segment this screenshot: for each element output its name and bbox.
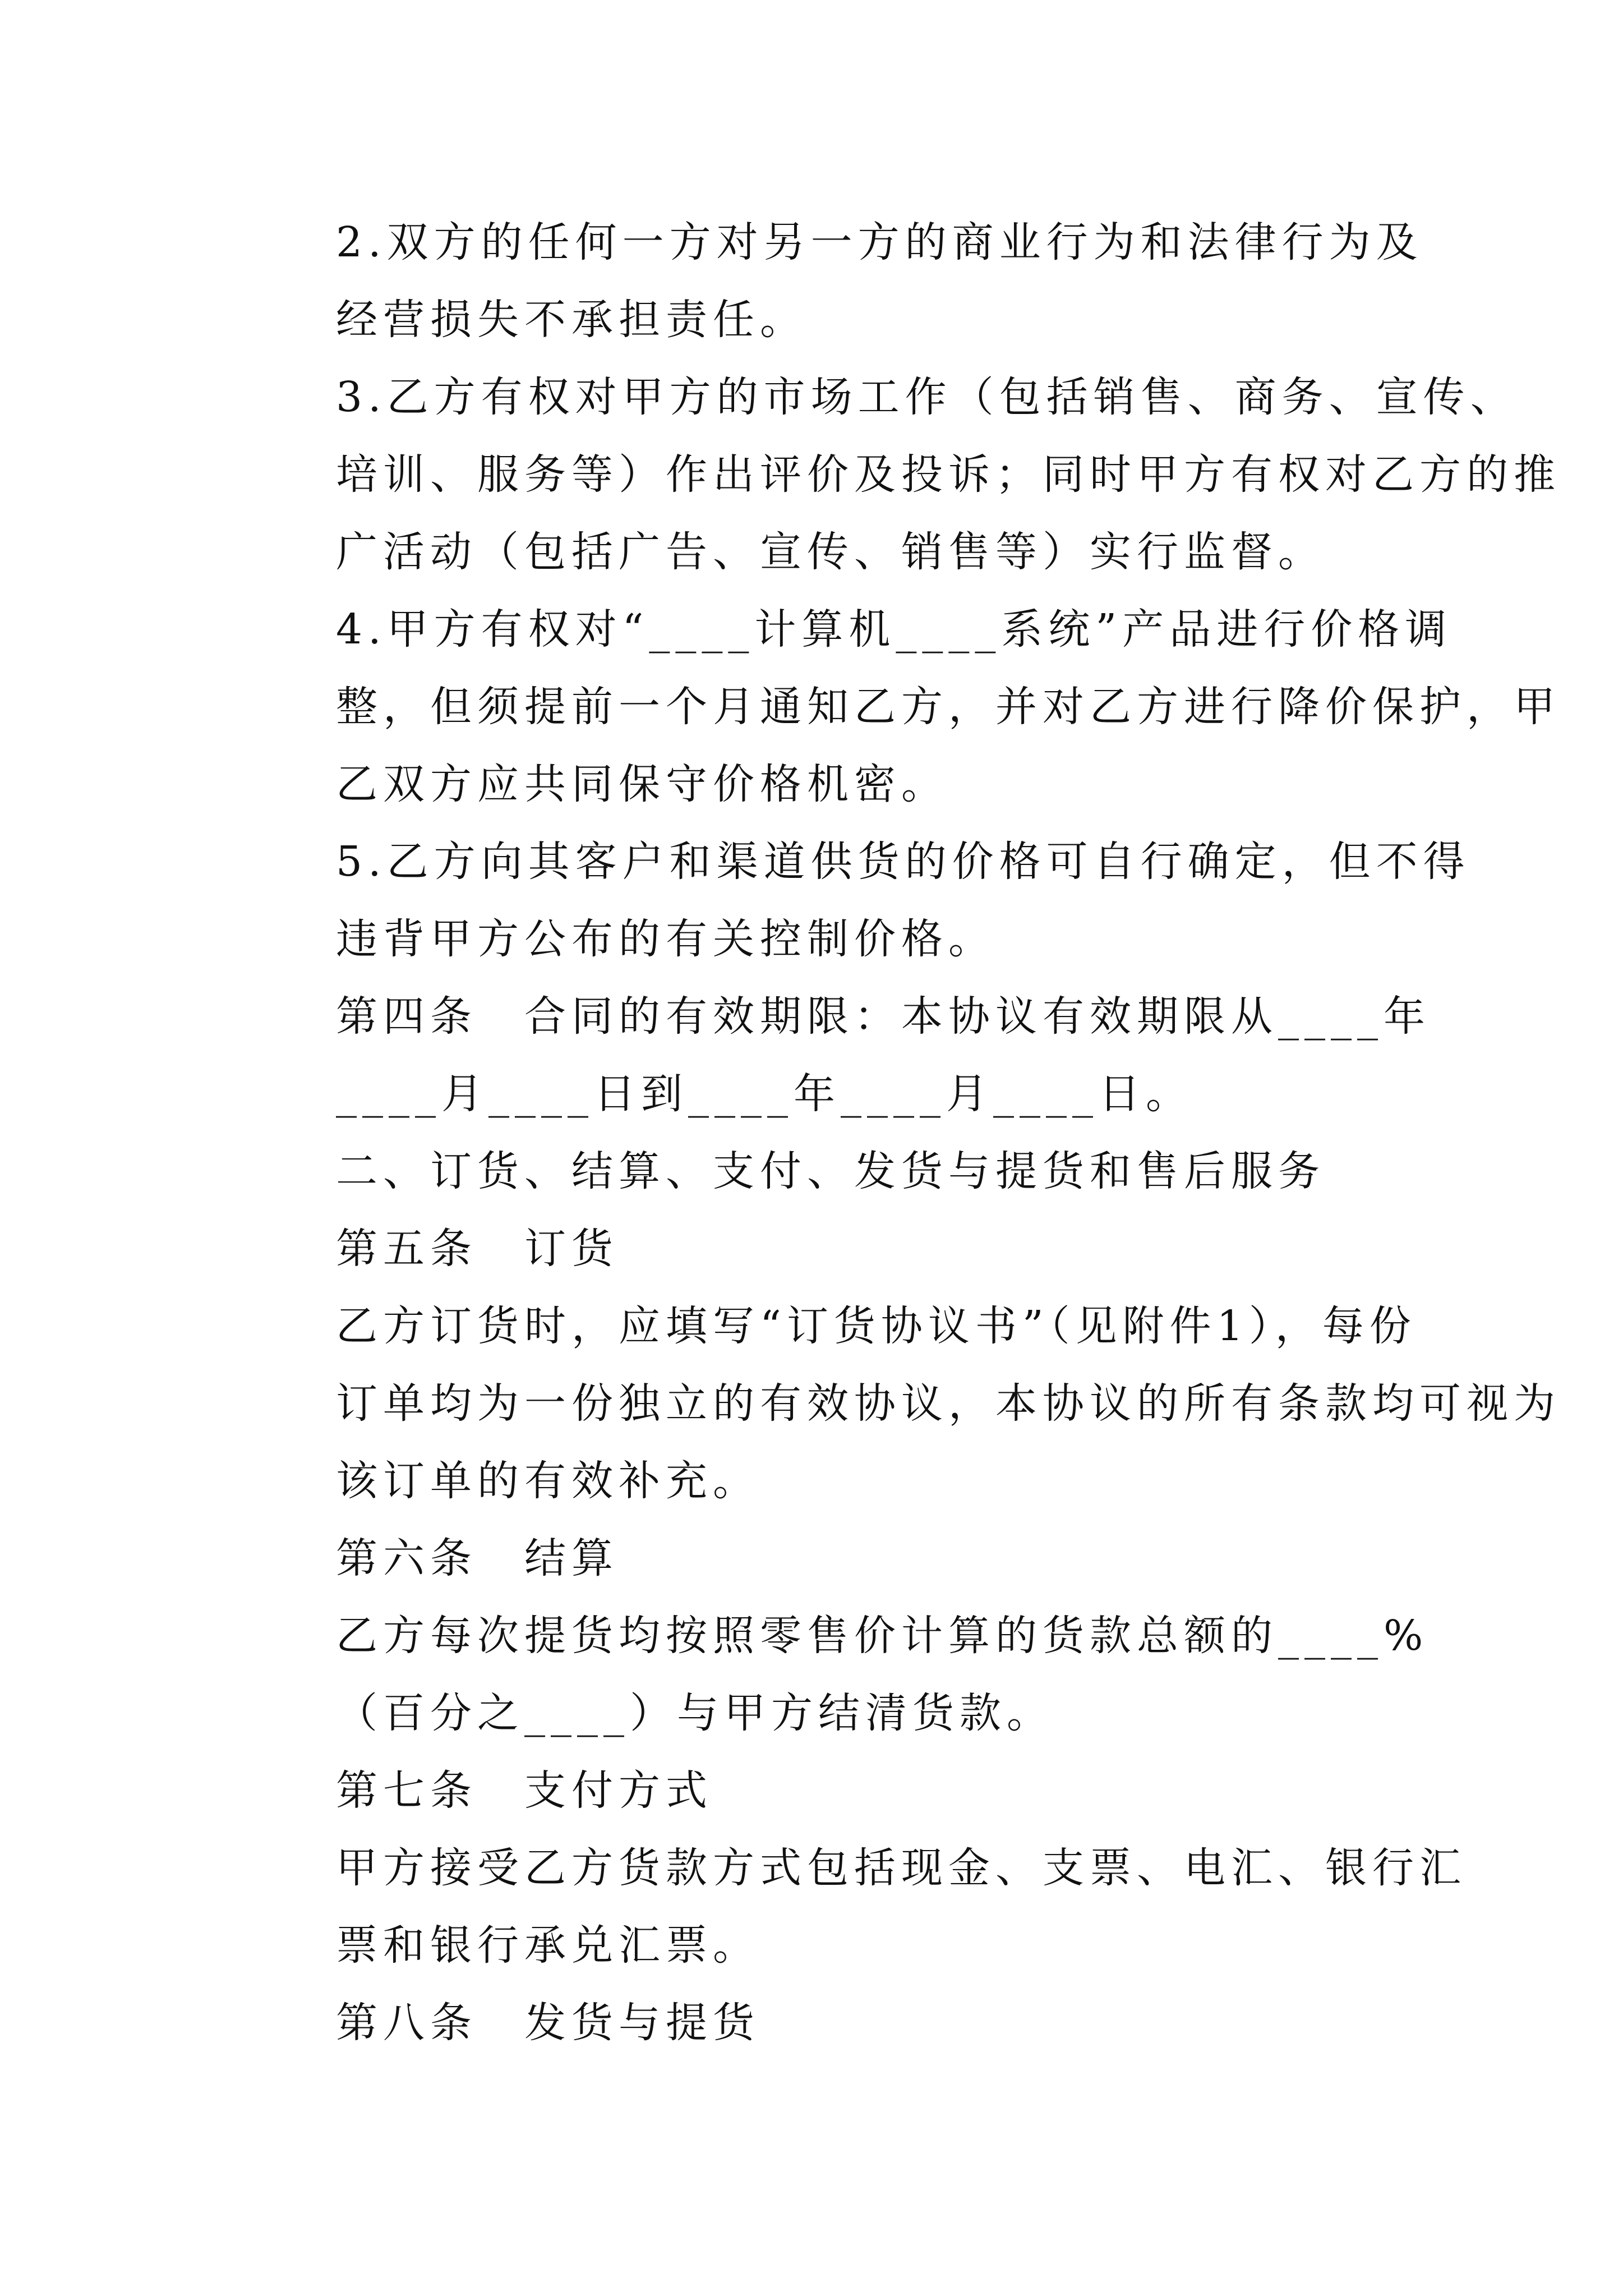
text-line: （百分之____）与甲方结清货款。 <box>336 1689 1054 1737</box>
text-line: 经营损失不承担责任。 <box>336 296 807 344</box>
clause-paragraph-2 <box>248 204 1423 358</box>
section-heading-ordering <box>248 1133 1376 1210</box>
text-line: 乙双方应共同保守价格机密。 <box>336 760 948 808</box>
clause-paragraph-5 <box>248 823 1470 978</box>
article-4-validity-period <box>248 978 1431 1133</box>
article-7-heading <box>248 1752 1376 1829</box>
text-line: 3.乙方有权对甲方的市场工作（包括销售、商务、宣传、 <box>336 373 1518 421</box>
text-line: 甲方接受乙方货款方式包括现金、支票、电汇、银行汇 <box>336 1844 1467 1892</box>
text-line: 第六条 结算 <box>336 1534 619 1582</box>
text-line: 广活动（包括广告、宣传、销售等）实行监督。 <box>336 528 1325 576</box>
text-line: ____月____日到____年____月____日。 <box>336 1070 1193 1118</box>
text-line: 票和银行承兑汇票。 <box>336 1921 760 1970</box>
clause-paragraph-3 <box>248 358 1561 591</box>
text-line: 订单均为一份独立的有效协议，本协议的所有条款均可视为 <box>336 1379 1561 1428</box>
article-6-heading <box>248 1520 1376 1597</box>
article-8-heading <box>248 1984 1376 2062</box>
text-line: 第四条 合同的有效期限：本协议有效期限从____年 <box>336 992 1431 1041</box>
text-line: 2.双方的任何一方对另一方的商业行为和法律行为及 <box>336 218 1423 266</box>
text-line: 培训、服务等）作出评价及投诉；同时甲方有权对乙方的推 <box>336 450 1561 499</box>
text-line: 第八条 发货与提货 <box>336 1999 760 2047</box>
text-line: 二、订货、结算、支付、发货与提货和售后服务 <box>336 1147 1325 1195</box>
text-line: 5.乙方向其客户和渠道供货的价格可自行确定，但不得 <box>336 838 1470 886</box>
text-line: 违背甲方公布的有关控制价格。 <box>336 915 995 963</box>
text-line: 第七条 支付方式 <box>336 1766 713 1815</box>
text-line: 4.甲方有权对“____计算机____系统”产品进行价格调 <box>336 605 1453 654</box>
text-line: 第五条 订货 <box>336 1225 619 1273</box>
clause-paragraph-4 <box>248 591 1561 823</box>
text-line: 该订单的有效补充。 <box>336 1457 760 1505</box>
text-line: 乙方订货时，应填写“订货协议书”（见附件1），每份 <box>336 1302 1417 1350</box>
contract-body <box>248 204 1561 2062</box>
article-5-body <box>248 1287 1561 1520</box>
article-7-body <box>248 1829 1467 1984</box>
text-line: 整，但须提前一个月通知乙方，并对乙方进行降价保护，甲 <box>336 683 1561 731</box>
article-5-heading <box>248 1210 1376 1287</box>
article-6-body <box>248 1597 1429 1752</box>
text-line: 乙方每次提货均按照零售价计算的货款总额的____% <box>336 1612 1429 1660</box>
